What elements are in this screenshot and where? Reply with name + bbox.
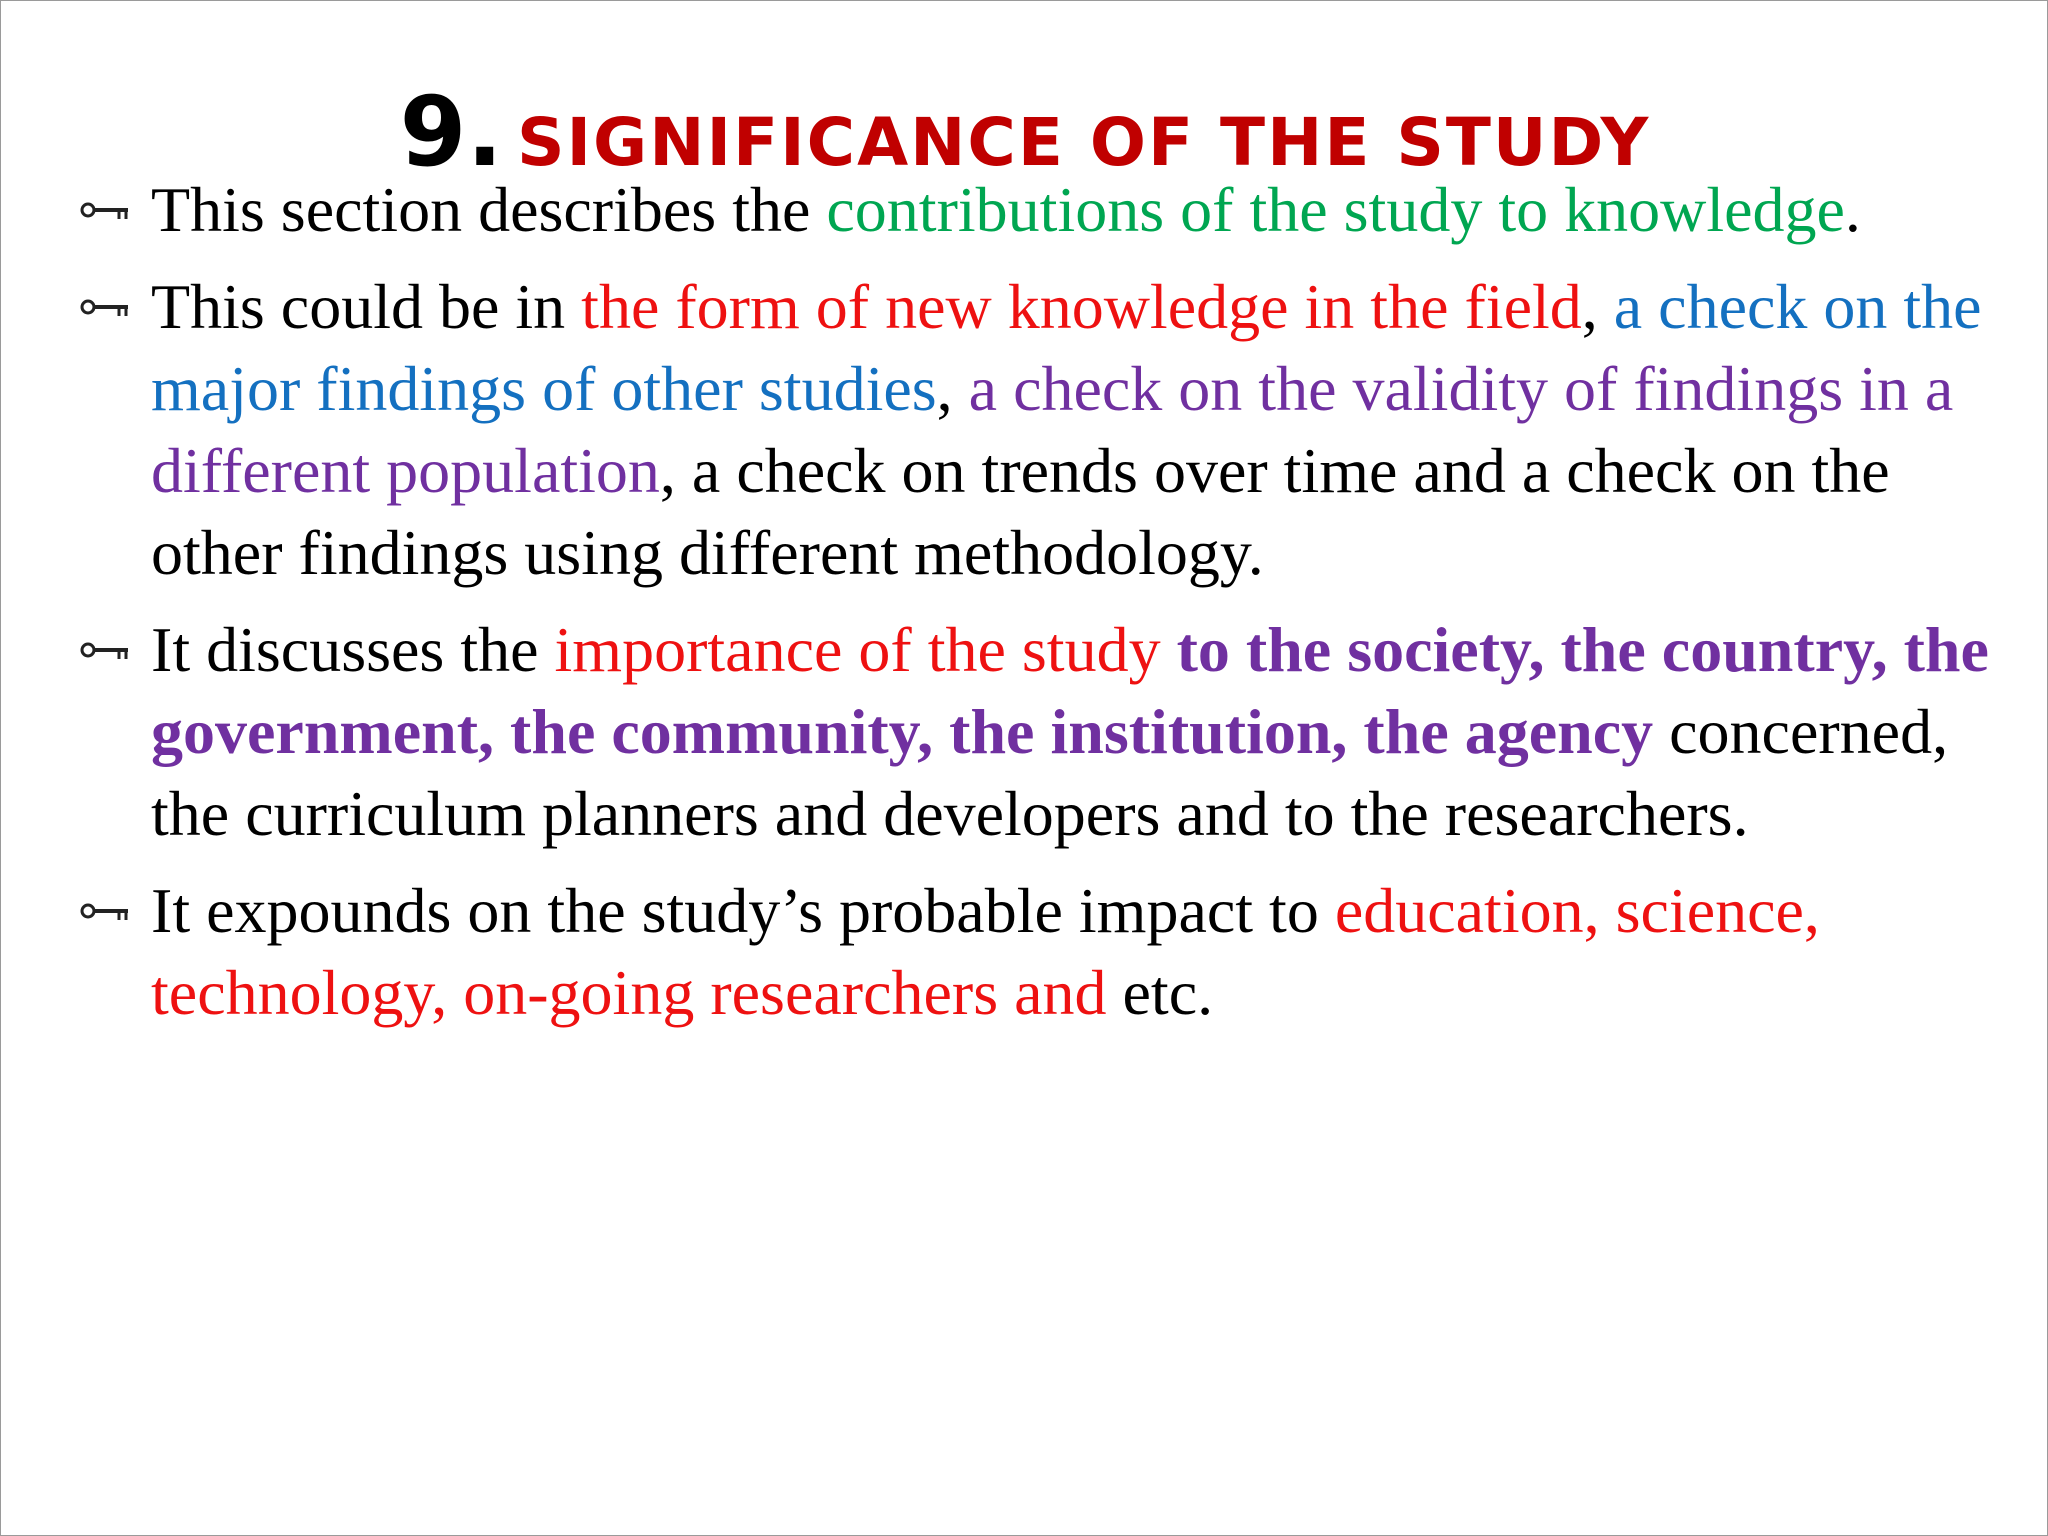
highlight-major-findings: a check on the major findings of other studies [151, 271, 1982, 424]
text-segment: . [1844, 174, 1861, 245]
key-icon [79, 897, 131, 925]
bullet-item-3 [151, 609, 2006, 855]
key-icon [79, 196, 131, 224]
bullet-item-1 [151, 169, 2006, 251]
slide-title [1, 76, 2048, 189]
text-segment: It discusses the [151, 614, 555, 685]
highlight-stakeholders: to the society, the country, the government, the community, the institution, the agency [151, 614, 1989, 767]
section-number: 9. [399, 76, 503, 189]
text-segment: concerned, the curriculum planners and developers and to the researchers. [151, 696, 1949, 849]
highlight-contributions: contributions of the study to knowledge [826, 174, 1845, 245]
highlight-importance: importance of the study [554, 614, 1177, 685]
bullet-item-2 [151, 266, 2006, 594]
key-icon [79, 293, 131, 321]
highlight-impact-areas: education, science, technology, on-going researchers and [151, 875, 1820, 1028]
bullet-list [1, 169, 2048, 1049]
section-title: SIGNIFICANCE OF THE STUDY [516, 104, 1651, 182]
highlight-validity: a check on the validity of findings in a different population [151, 353, 1954, 506]
bullet-item-4 [151, 870, 2006, 1034]
text-segment: etc. [1106, 957, 1214, 1028]
highlight-new-knowledge: the form of new knowledge in the field [581, 271, 1582, 342]
text-segment: , [1581, 271, 1614, 342]
text-segment: This could be in [151, 271, 582, 342]
text-segment: , a check on trends over time and a check on the other findings using different methodology. [151, 435, 1890, 588]
text-segment: , [936, 353, 969, 424]
text-segment: This section describes the [151, 174, 827, 245]
text-segment: It expounds on the study’s probable impact to [151, 875, 1335, 946]
key-icon [79, 636, 131, 664]
